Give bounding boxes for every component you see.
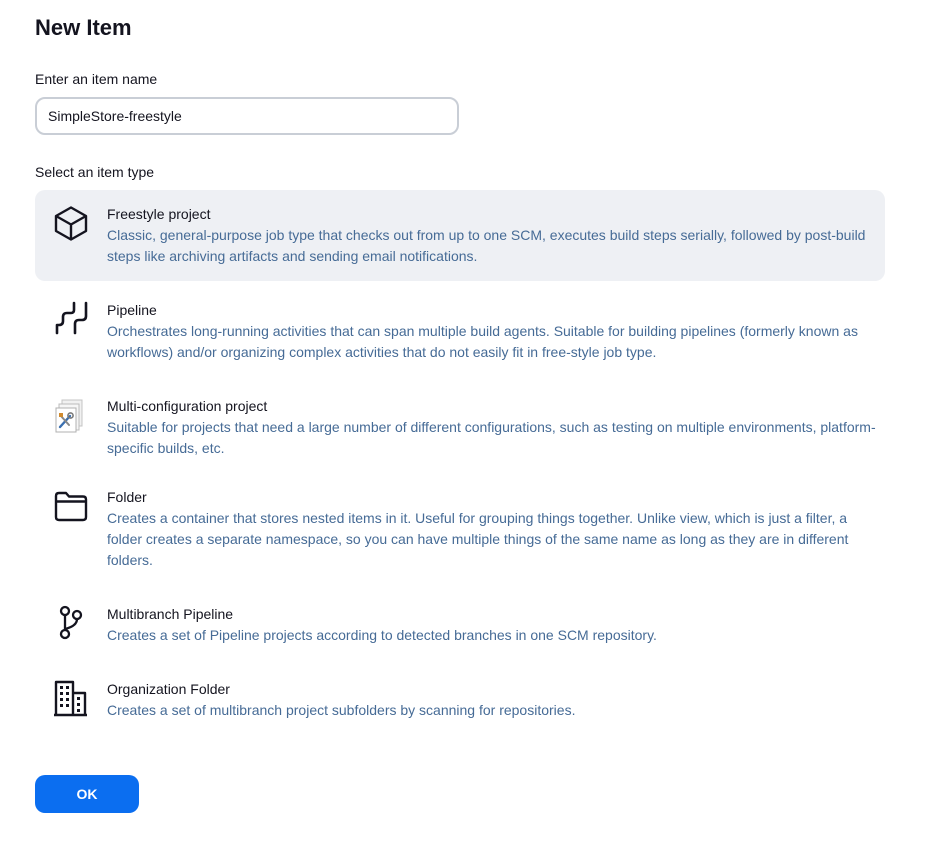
item-name-input[interactable] xyxy=(35,97,459,135)
item-type-name: Organization Folder xyxy=(107,681,230,697)
item-type-description: Creates a set of multibranch project subfolders by scanning for repositories. xyxy=(107,702,576,718)
folder-icon xyxy=(52,487,90,525)
item-type-name: Multibranch Pipeline xyxy=(107,606,234,622)
item-type-pipeline[interactable] xyxy=(35,286,885,372)
ok-button[interactable]: OK xyxy=(35,775,139,813)
git-branch-icon xyxy=(52,604,90,642)
pipeline-icon xyxy=(52,300,90,338)
item-type-description: Classic, general-purpose job type that checks out from up to one SCM, executes build steps serially, followed by post-build steps like archiving artifacts and sending email notifications. xyxy=(107,227,866,264)
item-type-multibranch-pipeline[interactable] xyxy=(35,590,885,654)
item-type-label: Select an item type xyxy=(35,164,155,180)
item-type-freestyle-project[interactable] xyxy=(35,190,885,281)
item-type-description: Orchestrates long-running activities that can span multiple build agents. Suitable for building pipelines (formerly known as workflows) and/or organizing complex activities that do not easily fit in free-style job type. xyxy=(107,323,858,360)
multi-config-icon xyxy=(52,396,90,434)
item-type-folder[interactable] xyxy=(35,473,885,581)
item-type-name: Multi-configuration project xyxy=(107,398,268,414)
item-type-description: Creates a container that stores nested items in it. Useful for grouping things together. Unlike view, which is just a filter, a folder creates a separate namespace, so you can have multiple things of the same name as long as they are in different folders. xyxy=(107,510,849,568)
item-type-name: Freestyle project xyxy=(107,206,211,222)
item-type-multi-configuration-project[interactable] xyxy=(35,382,885,468)
page-title: New Item xyxy=(35,15,132,40)
building-icon xyxy=(52,679,90,717)
item-type-name: Folder xyxy=(107,489,147,505)
item-type-description: Suitable for projects that need a large number of different configurations, such as testing on multiple environments, platform-specific builds, etc. xyxy=(107,419,876,456)
item-name-label: Enter an item name xyxy=(35,71,158,87)
item-type-name: Pipeline xyxy=(107,302,157,318)
cube-icon xyxy=(52,204,90,242)
item-type-organization-folder[interactable] xyxy=(35,665,885,729)
item-type-description: Creates a set of Pipeline projects according to detected branches in one SCM repository. xyxy=(107,627,657,643)
